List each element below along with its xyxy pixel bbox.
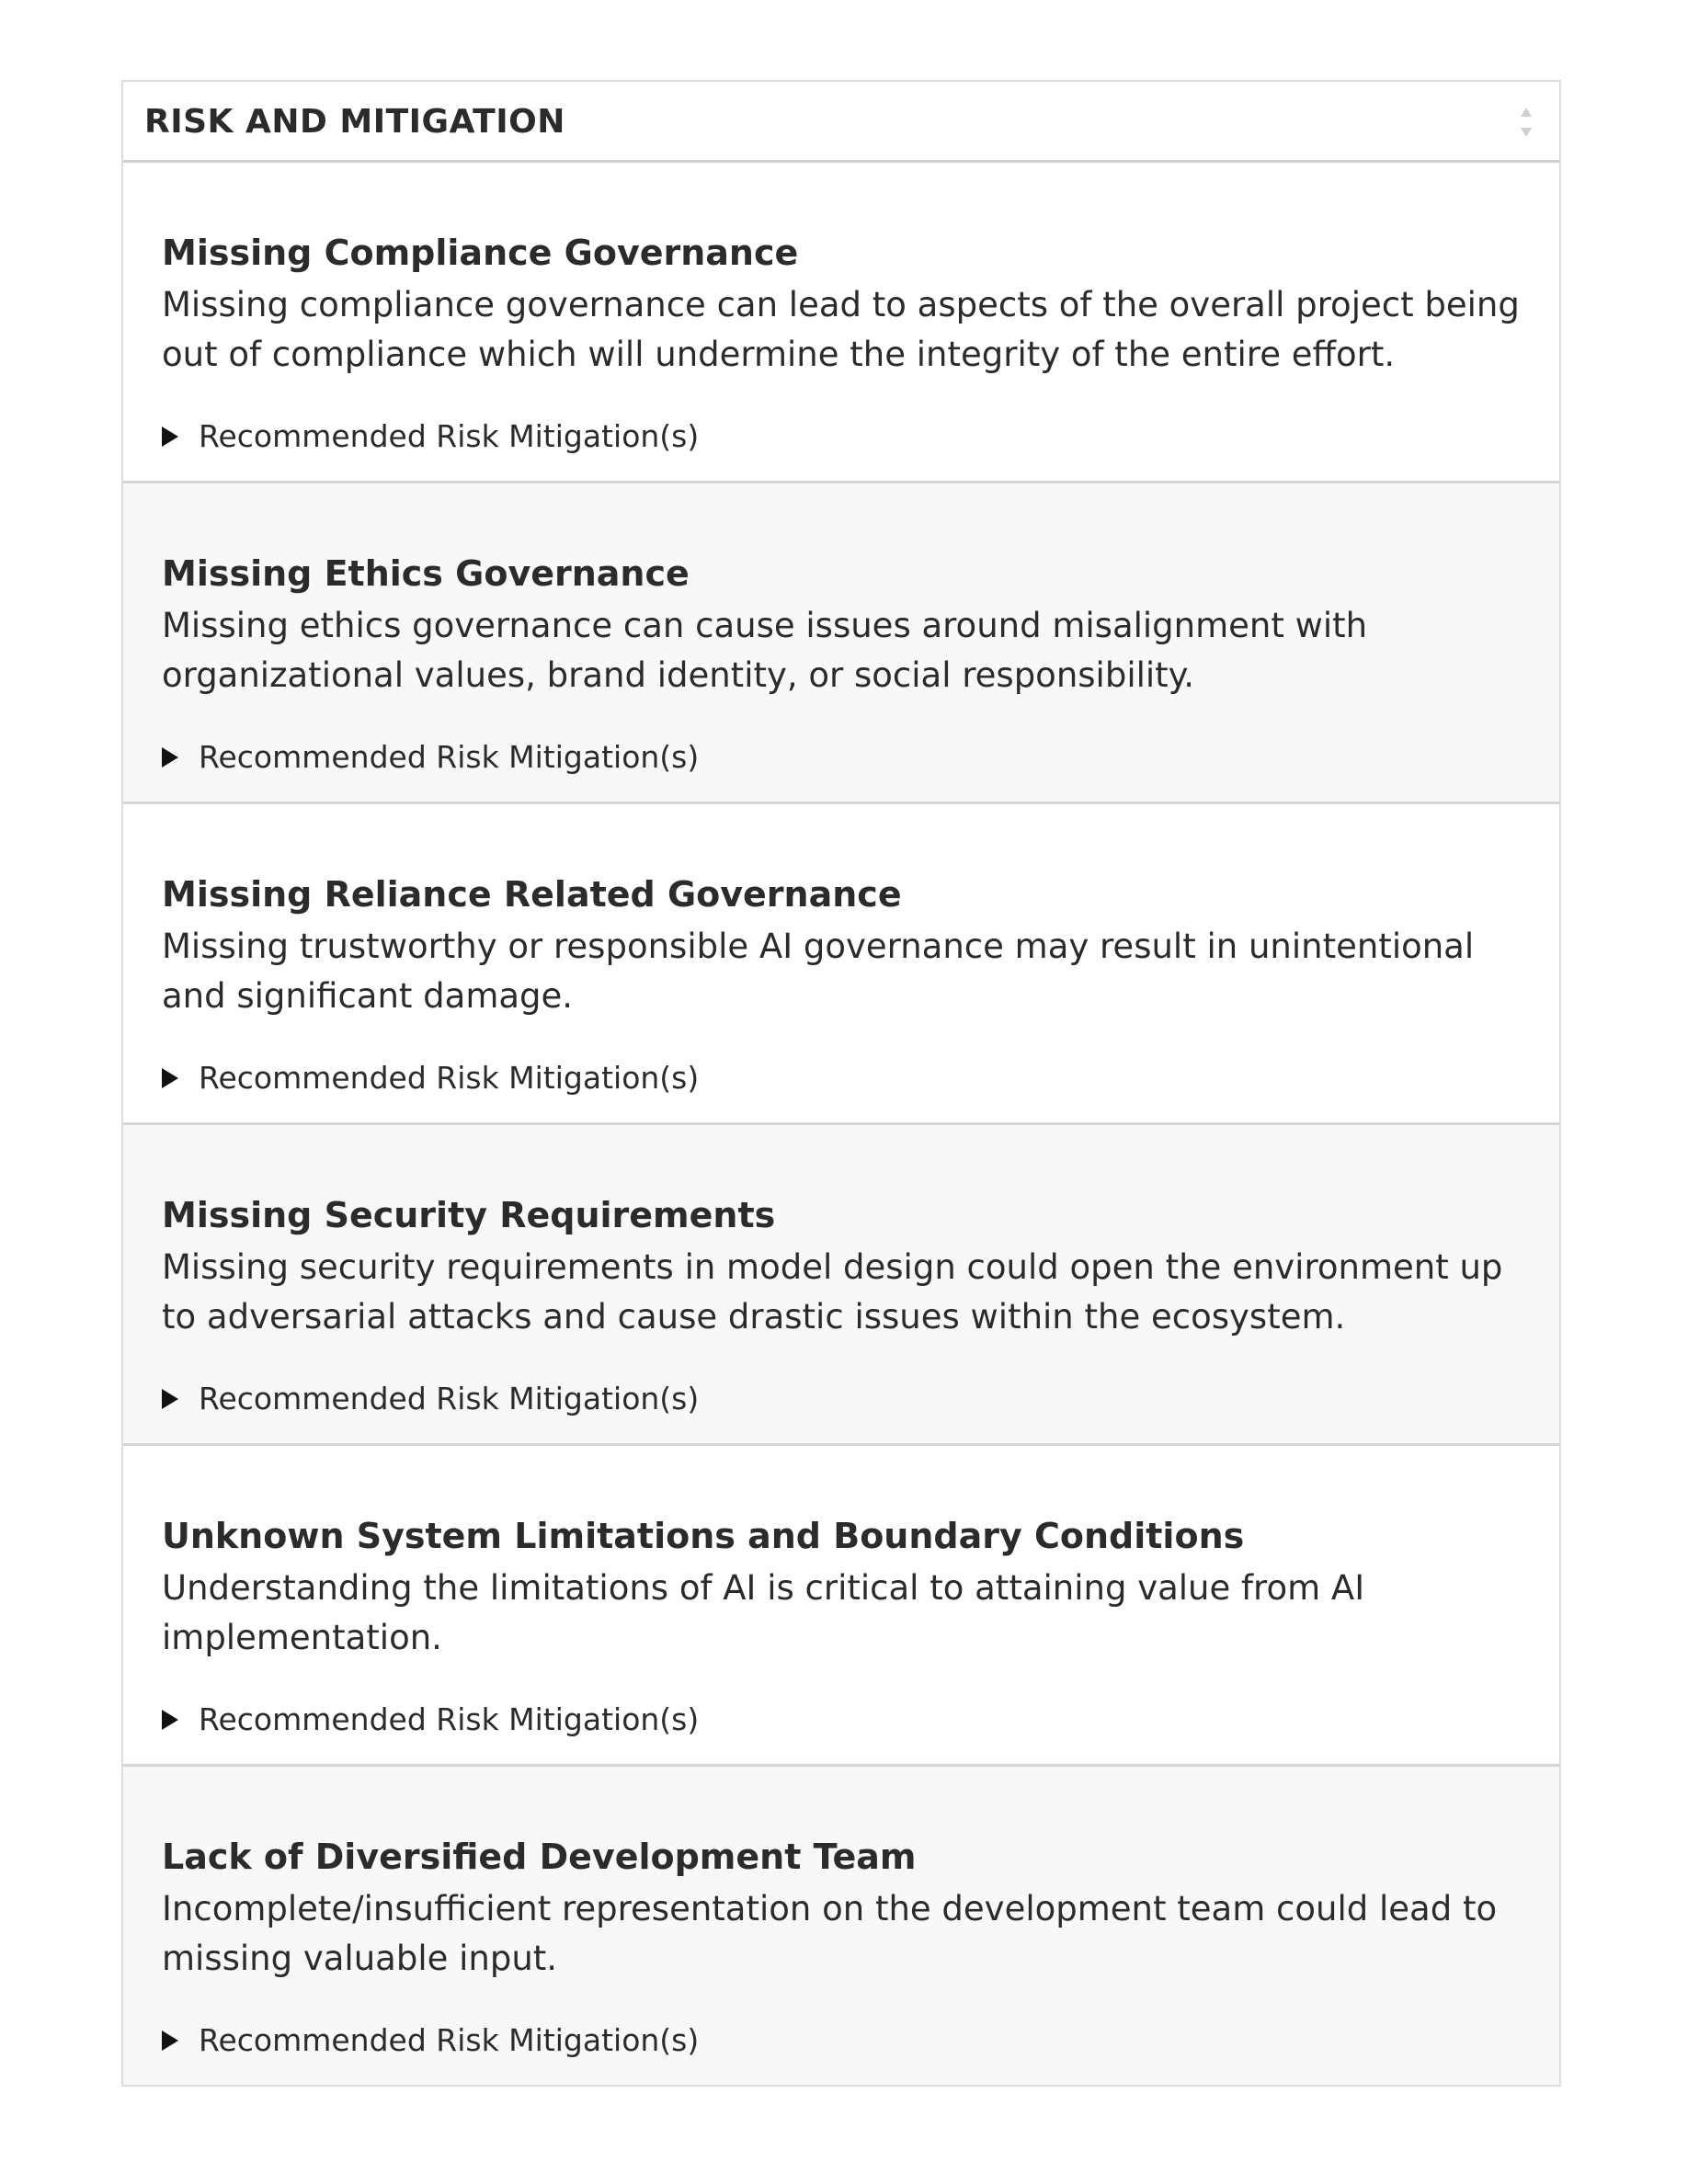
mitigation-toggle[interactable]	[162, 2022, 699, 2058]
mitigation-label: Recommended Risk Mitigation(s)	[199, 1060, 700, 1096]
caret-right-icon	[162, 1389, 178, 1409]
risk-title: Missing Reliance Related Governance	[162, 874, 902, 915]
risk-description: Missing compliance governance can lead to aspects of the overall project being out of compliance which will undermine the integrity of the entire effort.	[162, 285, 1520, 374]
mitigation-toggle[interactable]	[162, 1060, 699, 1096]
risk-description: Understanding the limitations of AI is critical to attaining value from AI implementation.	[162, 1568, 1365, 1657]
risk-mitigation-table	[121, 80, 1561, 2087]
mitigation-toggle[interactable]	[162, 1381, 699, 1416]
column-header-risk-and-mitigation: RISK AND MITIGATION	[144, 103, 565, 141]
mitigation-label: Recommended Risk Mitigation(s)	[199, 739, 700, 775]
risk-description: Incomplete/insufficient representation on the development team could lead to missing valuable input.	[162, 1889, 1498, 1978]
table-row	[123, 163, 1559, 483]
risk-description: Missing trustworthy or responsible AI governance may result in unintentional and significant damage.	[162, 927, 1475, 1016]
caret-right-icon	[162, 2030, 178, 2051]
mitigation-label: Recommended Risk Mitigation(s)	[199, 418, 700, 454]
table-row	[123, 1446, 1559, 1767]
caret-right-icon	[162, 427, 178, 447]
risk-description: Missing security requirements in model design could open the environment up to adversarial attacks and cause drastic issues within the ecosystem.	[162, 1247, 1503, 1337]
table-row	[123, 804, 1559, 1125]
table-row	[123, 1767, 1559, 2085]
mitigation-label: Recommended Risk Mitigation(s)	[199, 1701, 700, 1737]
mitigation-label: Recommended Risk Mitigation(s)	[199, 1381, 700, 1416]
risk-title: Missing Compliance Governance	[162, 233, 799, 273]
table-header[interactable]	[123, 82, 1559, 163]
mitigation-label: Recommended Risk Mitigation(s)	[199, 2022, 700, 2058]
caret-right-icon	[162, 747, 178, 768]
sort-icon[interactable]	[1519, 106, 1534, 139]
risk-title: Lack of Diversified Development Team	[162, 1837, 917, 1877]
mitigation-toggle[interactable]	[162, 418, 699, 454]
table-row	[123, 1125, 1559, 1446]
risk-title: Missing Ethics Governance	[162, 553, 690, 594]
caret-right-icon	[162, 1068, 178, 1088]
risk-description: Missing ethics governance can cause issues around misalignment with organizational values, brand identity, or social responsibility.	[162, 606, 1368, 695]
risk-title: Unknown System Limitations and Boundary Conditions	[162, 1516, 1245, 1556]
mitigation-toggle[interactable]	[162, 1701, 699, 1737]
table-row	[123, 483, 1559, 804]
caret-right-icon	[162, 1710, 178, 1730]
risk-title: Missing Security Requirements	[162, 1195, 776, 1235]
mitigation-toggle[interactable]	[162, 739, 699, 775]
